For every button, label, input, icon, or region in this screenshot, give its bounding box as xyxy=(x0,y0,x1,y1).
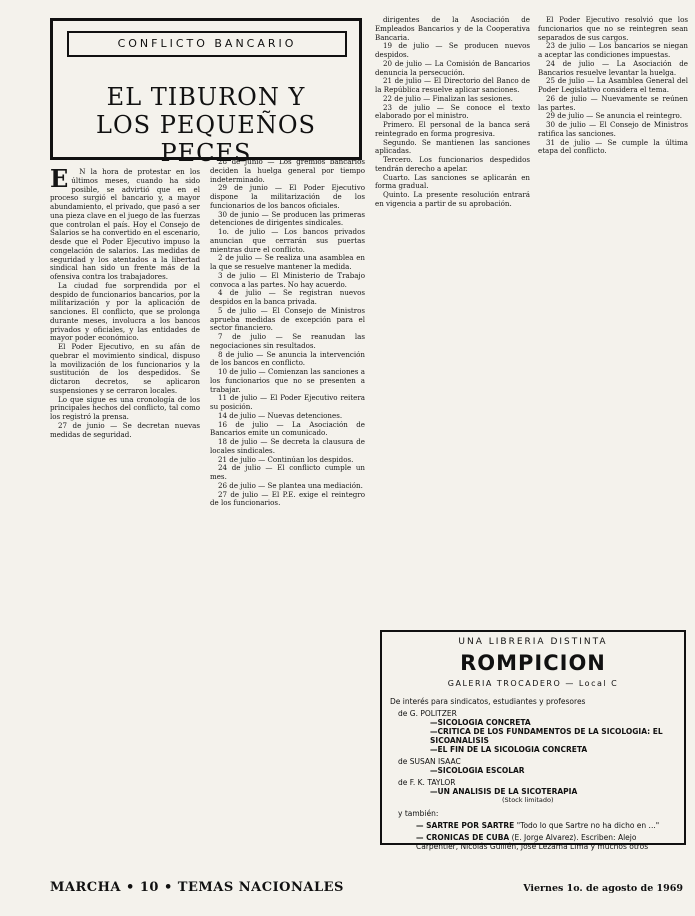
column-paragraph: 25 de julio — La Asamblea General del Poder Legislativo considera el tema. xyxy=(538,76,688,94)
column-paragraph: 18 de julio — Se decreta la clausura de locales sindicales. xyxy=(210,437,365,455)
column-paragraph: 29 de junio — El Poder Ejecutivo dispone la militarización de los funcionarios de los bancos oficiales. xyxy=(210,183,365,210)
column-paragraph: 10 de julio — Comienzan las sanciones a los funcionarios que no se presenten a trabajar. xyxy=(210,367,365,394)
column-paragraph: La ciudad fue sorprendida por el despido de funcionarios bancarios, por la militarización y por la aplicación de sanciones. El conflicto, que se prolonga durante meses, involucra a los bancos privados y oficiales, y las entidades de mayor poder económico. xyxy=(50,280,200,343)
article-column-2 xyxy=(210,158,365,873)
column-paragraph: 1o. de julio — Los bancos privados anuncian que cerrarán sus puertas mientras dure el conflicto. xyxy=(210,227,365,254)
column-paragraph: 14 de julio — Nuevas detenciones. xyxy=(218,410,343,420)
column-paragraph: 4 de julio — Se registran nuevos despidos en la banca privada. xyxy=(210,288,365,306)
ad-title: ROMPICION xyxy=(460,651,606,675)
ad-book-title: —EL FIN DE LA SICOLOGIA CONCRETA xyxy=(430,745,588,754)
headline-box xyxy=(50,18,362,167)
ad-tagline: UNA LIBRERIA DISTINTA xyxy=(458,637,608,647)
ad-stock-note: (Stock limitado) xyxy=(502,796,554,804)
article-column-4 xyxy=(538,16,688,624)
column-paragraph: 23 de julio — Los bancarios se niegan a aceptar las condiciones impuestas. xyxy=(538,41,688,59)
article-column-3 xyxy=(375,16,530,624)
section-kicker: CONFLICTO BANCARIO xyxy=(67,31,347,57)
column-paragraph: 8 de julio — Se anuncia la intervención de los bancos en conflicto. xyxy=(210,349,365,368)
column-paragraph: 31 de julio — Se cumple la última etapa del conflicto. xyxy=(538,137,688,156)
column-paragraph: 27 de julio — El P.E. exige el reintegro de los funcionarios. xyxy=(210,489,365,508)
column-paragraph: 24 de julio — El conflicto cumple un mes. xyxy=(210,463,365,481)
column-paragraph: 24 de julio — La Asociación de Bancarios resuelve levantar la huelga. xyxy=(538,58,688,77)
column-paragraph: 26 de julio — Se plantea una mediación. xyxy=(218,480,363,490)
ad-extra-item xyxy=(416,833,676,851)
column-paragraph: 7 de julio — Se reanudan las negociaciones sin resultados. xyxy=(210,332,365,350)
column-paragraph: 11 de julio — El Poder Ejecutivo reitera su posición. xyxy=(210,393,365,411)
column-paragraph: 5 de julio — El Consejo de Ministros aprueba medidas de excepción para el sector financiero. xyxy=(210,305,365,333)
ad-extra-title: — CRONICAS DE CUBA xyxy=(416,833,510,842)
headline-line-1: EL TIBURON Y xyxy=(106,83,306,111)
ad-book-title: —SICOLOGIA ESCOLAR xyxy=(430,766,525,775)
footer-date: Viernes 1o. de agosto de 1969 xyxy=(523,883,683,894)
ad-extra-text: "Todo lo que Sartre no ha dicho en ..." xyxy=(516,821,660,830)
column-paragraph: Tercero. Los funcionarios despedidos tendrán derecho a apelar. xyxy=(375,155,530,173)
column-paragraph: 26 de julio — Nuevamente se reúnen las partes. xyxy=(538,93,688,112)
article-column-1 xyxy=(50,168,200,868)
ad-subtitle: GALERIA TROCADERO — Local C xyxy=(447,679,619,688)
column-paragraph: Segundo. Se mantienen las sanciones aplicadas. xyxy=(375,137,530,156)
column-paragraph: Primero. El personal de la banca será reintegrado en forma progresiva. xyxy=(375,120,530,138)
column-paragraph: Lo que sigue es una cronología de los principales hechos del conflicto, tal como los registró la prensa. xyxy=(50,394,200,421)
ad-author: de F. K. TAYLOR xyxy=(398,778,456,787)
headline-line-2: LOS PEQUEÑOS PECES xyxy=(96,111,316,167)
column-paragraph: 19 de julio — Se producen nuevos despidos. xyxy=(375,41,530,59)
column-paragraph: 21 de julio — Continúan los despidos. xyxy=(218,454,354,464)
column-paragraph: Quinto. La presente resolución entrará en vigencia a partir de su aprobación. xyxy=(375,190,530,208)
column-paragraph: 30 de junio — Se producen las primeras detenciones de dirigentes sindicales. xyxy=(210,209,365,228)
column-paragraph: 28 de junio — Los gremios bancarios deciden la huelga general por tiempo indeterminado. xyxy=(210,158,365,184)
column-paragraph: 16 de julio — La Asociación de Bancarios emite un comunicado. xyxy=(210,419,365,438)
column-paragraph: 3 de julio — El Ministerio de Trabajo convoca a las partes. No hay acuerdo. xyxy=(210,270,365,289)
footer-section-label: MARCHA • 10 • TEMAS NACIONALES xyxy=(50,880,344,895)
ad-extra-text: (E. Jorge Alvarez). Escriben: Alejo Carpentier, Nicolás Guillén, José Lezama Lima y muchos otros xyxy=(416,833,649,851)
column-paragraph: dirigentes de la Asociación de Empleados Bancarios y de la Cooperativa Bancaria. xyxy=(375,16,530,42)
column-paragraph: N la hora de protestar en los últimos meses, cuando ha sido posible, se advirtió que en el proceso surgió el bancario y, a mayor abundamiento, el privado, que pasó a ser una pieza clave en el juego de las fuerzas que controlan el país. Hoy el Consejo de Salarios se ha convertido en el escenario, desde que el Poder Ejecutivo impuso la congelación de salarios. Las medidas de seguridad y los atentados a la libertad sindical han sido un frente más de la ofensiva contra los trabajadores. xyxy=(50,168,200,281)
column-paragraph: 21 de julio — El Directorio del Banco de la República resuelve aplicar sanciones. xyxy=(375,76,530,94)
column-paragraph: 2 de julio — Se realiza una asamblea en la que se resuelve mantener la medida. xyxy=(210,253,365,271)
ad-book-title: —CRITICA DE LOS FUNDAMENTOS DE LA SICOLOGIA: EL SICOANALISIS xyxy=(430,727,663,745)
column-paragraph: El Poder Ejecutivo resolvió que los funcionarios que no se reintegren sean separados de sus cargos. xyxy=(538,16,688,42)
ad-extra-item xyxy=(416,821,676,830)
drop-cap: E xyxy=(50,168,69,193)
ad-extra-title: — SARTRE POR SARTRE xyxy=(416,821,515,830)
column-paragraph: 27 de junio — Se decretan nuevas medidas de seguridad. xyxy=(50,420,200,439)
ad-also-label: y también: xyxy=(398,809,439,818)
column-paragraph: 20 de julio — La Comisión de Bancarios denuncia la persecución. xyxy=(375,58,530,77)
column-paragraph: Cuarto. Las sanciones se aplicarán en forma gradual. xyxy=(375,172,530,191)
column-paragraph: 23 de julio — Se conoce el texto elaborado por el ministro. xyxy=(375,102,530,121)
ad-intro: De interés para sindicatos, estudiantes y profesores xyxy=(390,697,586,706)
article-headline xyxy=(53,83,359,167)
column-paragraph: 30 de julio — El Consejo de Ministros ratifica las sanciones. xyxy=(538,120,688,138)
ad-book-title: —SICOLOGIA CONCRETA xyxy=(430,718,531,727)
ad-author: de G. POLITZER xyxy=(398,709,457,718)
bookstore-advertisement xyxy=(380,630,686,851)
column-paragraph: 22 de julio — Finalizan las sesiones. xyxy=(383,93,513,103)
column-paragraph: El Poder Ejecutivo, en su afán de quebrar el movimiento sindical, dispuso la movilización de los funcionarios y la sustitución de los despedidos. Se dictaron decretos, se aplicaron suspensiones y se cerraron locales. xyxy=(50,342,200,395)
column-paragraph: 29 de julio — Se anuncia el reintegro. xyxy=(546,111,682,121)
ad-author: de SUSAN ISAAC xyxy=(398,757,461,766)
ad-book-title: —UN ANALISIS DE LA SICOTERAPIA xyxy=(430,787,578,796)
